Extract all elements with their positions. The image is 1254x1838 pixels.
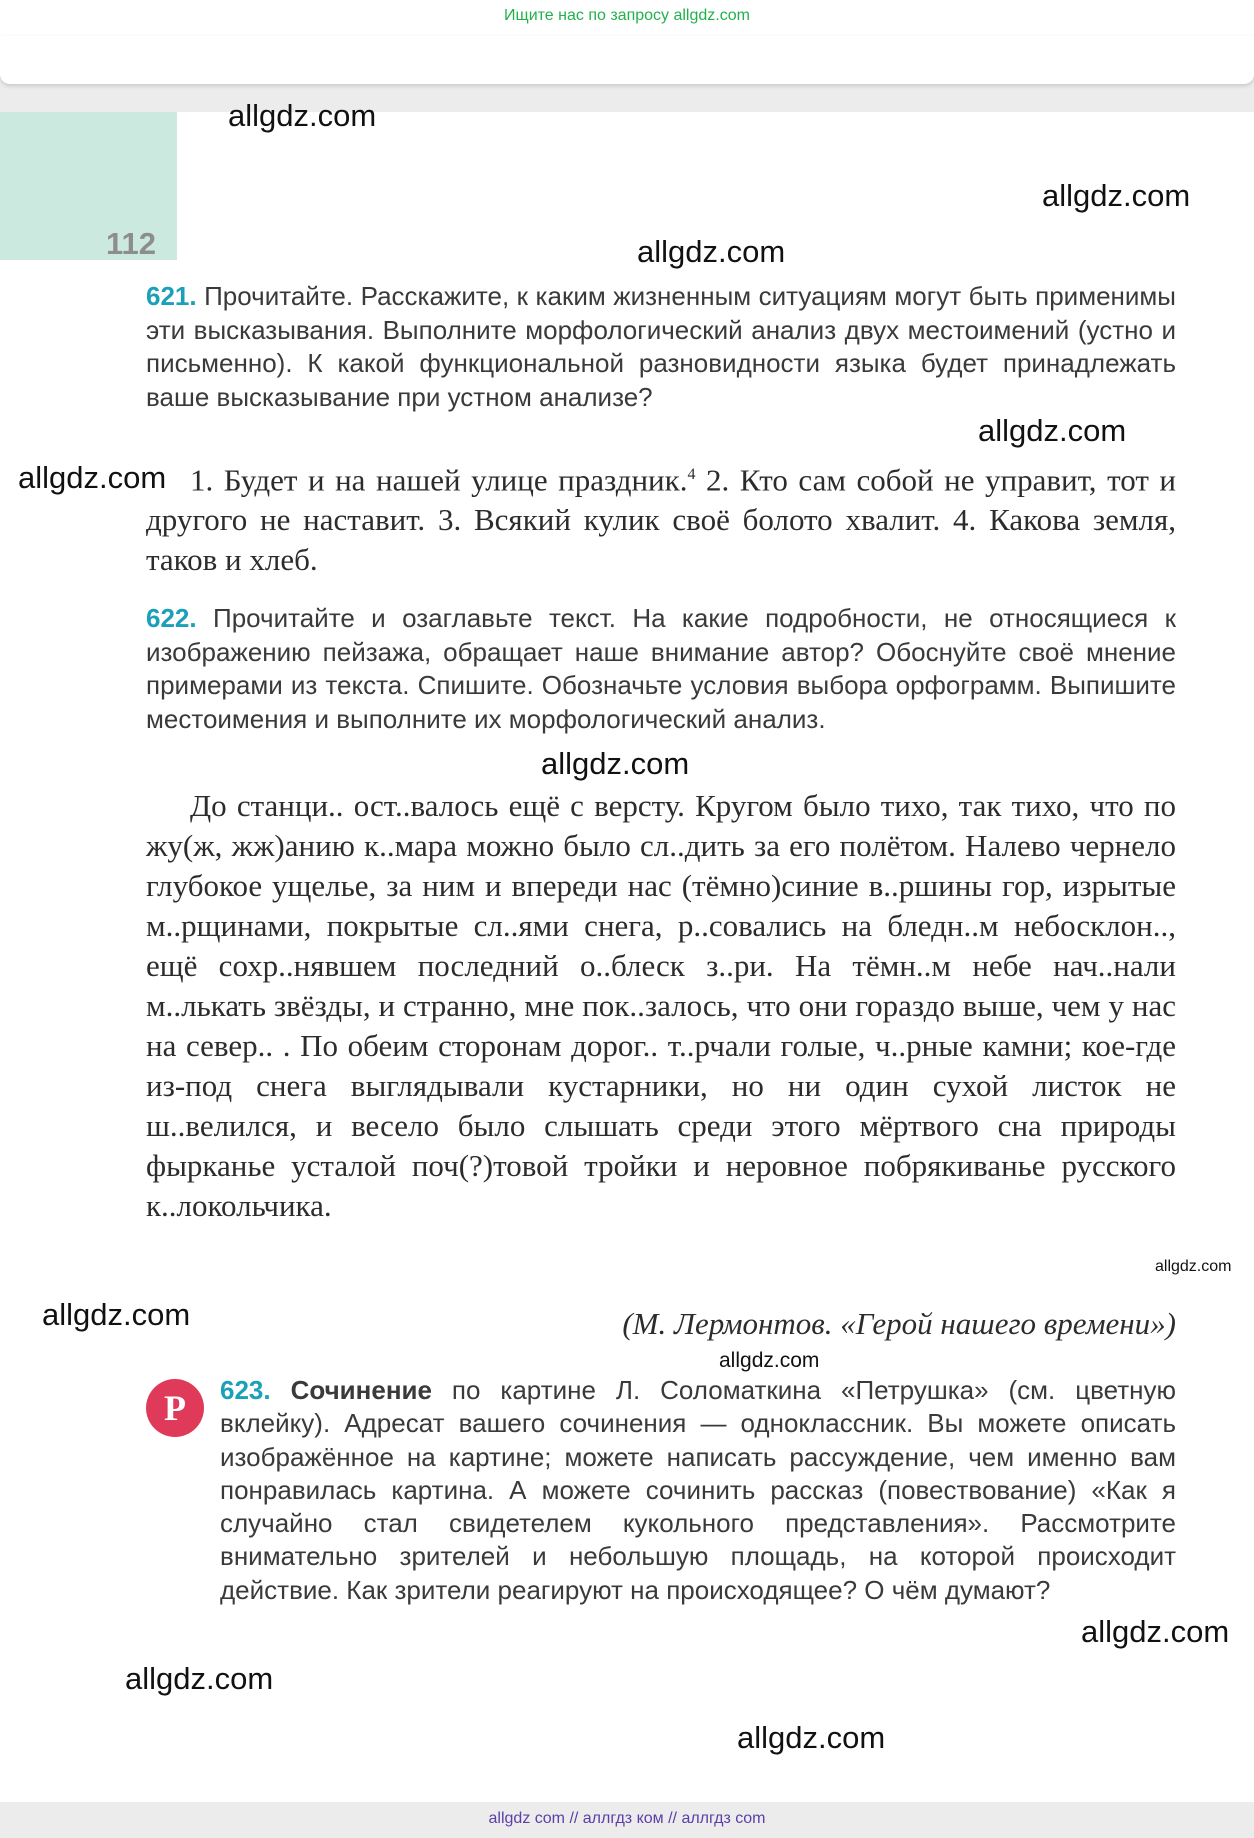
watermark: allgdz.com [42,1297,191,1332]
watermark: allgdz.com [228,98,377,133]
task-622-instructions [146,602,1176,736]
watermark: allgdz.com [1155,1258,1232,1275]
task-623-instructions [220,1374,1176,1607]
proverb-1: 1. Будет и на нашей улице праздник. [190,462,688,498]
footnote-mark: 4 [687,466,696,483]
task-622-number: 622. [146,603,197,633]
watermark: allgdz.com [125,1661,274,1696]
watermark: allgdz.com [978,413,1127,448]
task-621-text: Прочитайте. Расскажите, к каким жизненным ситуациям могут быть применимы эти высказывания. Выполните морфологический анализ двух местоимений (устно и письменно). К какой функциональной разновидности языка будет принадлежать ваше высказывание при устном анализе? [146,281,1176,412]
toolbar-strip [0,36,1254,84]
task-622-text: Прочитайте и озаглавьте текст. На какие подробности, не относящиеся к изображению пейзажа, обращает наше внимание автор? Обоснуйте своё мнение примерами из текста. Спишите. Обозначьте условия выбора орфограмм. Выпишите местоимения и выполните их морфологический анализ. [146,603,1176,734]
top-banner-text: Ищите нас по запросу allgdz.com [504,7,750,24]
speech-development-badge: Р [146,1379,204,1437]
task-623-text: по картине Л. Соломаткина «Петрушка» (см. цветную вклейку). Адресат вашего сочинения — одноклассник. Вы можете описать изображённое на картине; можете написать рассуждение, чем именно вам понравилась картина. А можете сочинить рассказ (повествование) «Как я случайно стал свидетелем кукольного представления». Рассмотрите внимательно зрителей и небольшую площадь, на которой происходит действие. Как зрители реагируют на происходящее? О чём думают? [220,1375,1176,1605]
task-622-passage [146,786,1176,1226]
proverbs-2-4: 2. Кто сам собой не управит, тот и другого не наставит. 3. Всякий кулик своё болото хвалит. 4. Какова земля, таков и хлеб. [146,462,1176,578]
watermark: allgdz.com [637,234,786,269]
watermark: allgdz.com [719,1349,820,1372]
task-623-number: 623. [220,1375,271,1405]
passage-author: (М. Лермонтов. «Герой нашего времени») [622,1306,1176,1341]
task-621-proverbs [146,455,1176,580]
task-621-instructions [146,280,1176,414]
task-623-title: Сочинение [290,1375,432,1405]
page-number: 112 [106,226,157,261]
bottom-banner-text: allgdz com // аллгдз ком // аллгдз com [488,1810,766,1827]
watermark: allgdz.com [737,1720,886,1755]
bottom-banner [0,1802,1254,1838]
watermark: allgdz.com [18,460,167,495]
passage-text: До станци.. ост..валось ещё с версту. Кругом было тихо, так тихо, что по жу(ж, жж)анию к..мара можно было сл..дить за его полётом. Налево чернело глубокое ущелье, за ним и впереди нас (тёмно)синие в..ршины гор, изрытые м..рщинами, покрытые сл..ями снега, р..совались на бледн..м небосклон.., ещё сохр..нявшем последний о..блеск з..ри. На тёмн..м небе нач..нали м..лькать звёзды, и странно, мне пок..залось, что они гораздо выше, чем у нас на север.. . По обеим сторонам дорог.. т..рчали голые, ч..рные камни; кое-где из-под снега выглядывали кустарники, но ни один сухой листок не ш..велился, и весело было слышать среди этого мёртвого сна природы фырканье усталой поч(?)товой тройки и неровное побрякиванье русского к..локольчика. [146,788,1176,1223]
watermark: allgdz.com [1042,178,1191,213]
task-621-number: 621. [146,281,197,311]
page-corner-tab-lower [0,222,88,260]
top-banner [0,0,1254,36]
watermark: allgdz.com [1081,1614,1230,1649]
watermark: allgdz.com [541,746,690,781]
